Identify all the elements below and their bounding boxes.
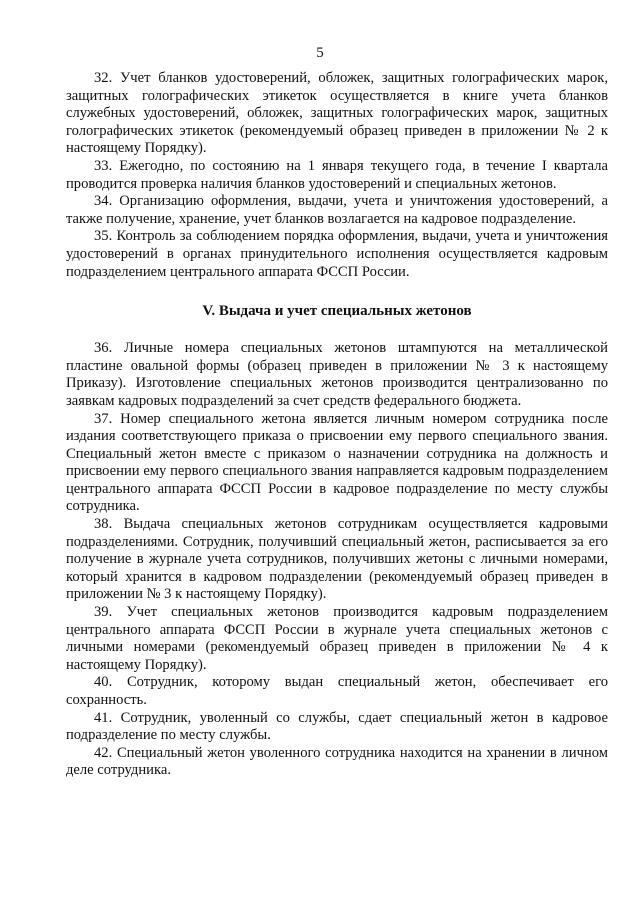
paragraph-33: 33. Ежегодно, по состоянию на 1 января текущего года, в течение I квартала проводится проверка наличия бланков удостоверений и специальных жетонов. <box>66 157 608 192</box>
paragraph-32: 32. Учет бланков удостоверений, обложек, защитных голографических марок, защитных голографических этикеток осуществляется в книге учета бланков служебных удостоверений, обложек, защитных голографических марок, защитных голографических этикеток (рекомендуемый образец приведен в приложении № 2 к настоящему Порядку). <box>66 70 608 157</box>
paragraph-34: 34. Организацию оформления, выдачи, учета и уничтожения удостоверений, а также получение, хранение, учет бланков возлагается на кадровое подразделение. <box>66 193 608 227</box>
paragraph-37: 37. Номер специального жетона является личным номером сотрудника после издания соответствующего приказа о присвоении ему первого специального звания. Специальный жетон вместе с приказом о назначении сотрудника на должность и присвоении ему первого специального звания направляется кадровым подразделением центрального аппарата ФССП России в кадровое подразделение по месту службы сотрудника. <box>66 410 608 515</box>
paragraph-40: 40. Сотрудник, которому выдан специальный жетон, обеспечивает его сохранность. <box>66 674 608 708</box>
paragraph-36: 36. Личные номера специальных жетонов штампуются на металлической пластине овальной формы (образец приведен в приложении № 3 к настоящему Приказу). Изготовление специальных жетонов производится централизованно по заявкам кадровых подразделений за счет средств федерального бюджета. <box>66 340 608 409</box>
paragraph-39: 39. Учет специальных жетонов производится кадровым подразделением центрального аппарата ФССП России в журнале учета специальных жетонов с личными номерами (рекомендуемый образец приведен в приложении № 4 к настоящему Порядку). <box>66 604 608 673</box>
paragraph-35: 35. Контроль за соблюдением порядка оформления, выдачи, учета и уничтожения удостоверений в органах принудительного исполнения осуществляется кадровым подразделением центрального аппарата ФССП России. <box>66 228 608 280</box>
paragraph-41: 41. Сотрудник, уволенный со службы, сдает специальный жетон в кадровое подразделение по месту службы. <box>66 709 608 744</box>
page-number: 5 <box>316 45 324 61</box>
document-body <box>66 70 608 780</box>
paragraph-42: 42. Специальный жетон уволенного сотрудника находится на хранении в личном деле сотрудника. <box>66 744 608 779</box>
paragraph-38: 38. Выдача специальных жетонов сотрудникам осуществляется кадровыми подразделениями. Сотрудник, получивший специальный жетон, расписывается за его получение в журнале учета сотрудников, получивших жетоны с личными номерами, который хранится в кадровом подразделении (рекомендуемый образец приведен в приложении № 3 к настоящему Порядку). <box>66 516 608 603</box>
section-heading: V. Выдача и учет специальных жетонов <box>202 303 472 320</box>
